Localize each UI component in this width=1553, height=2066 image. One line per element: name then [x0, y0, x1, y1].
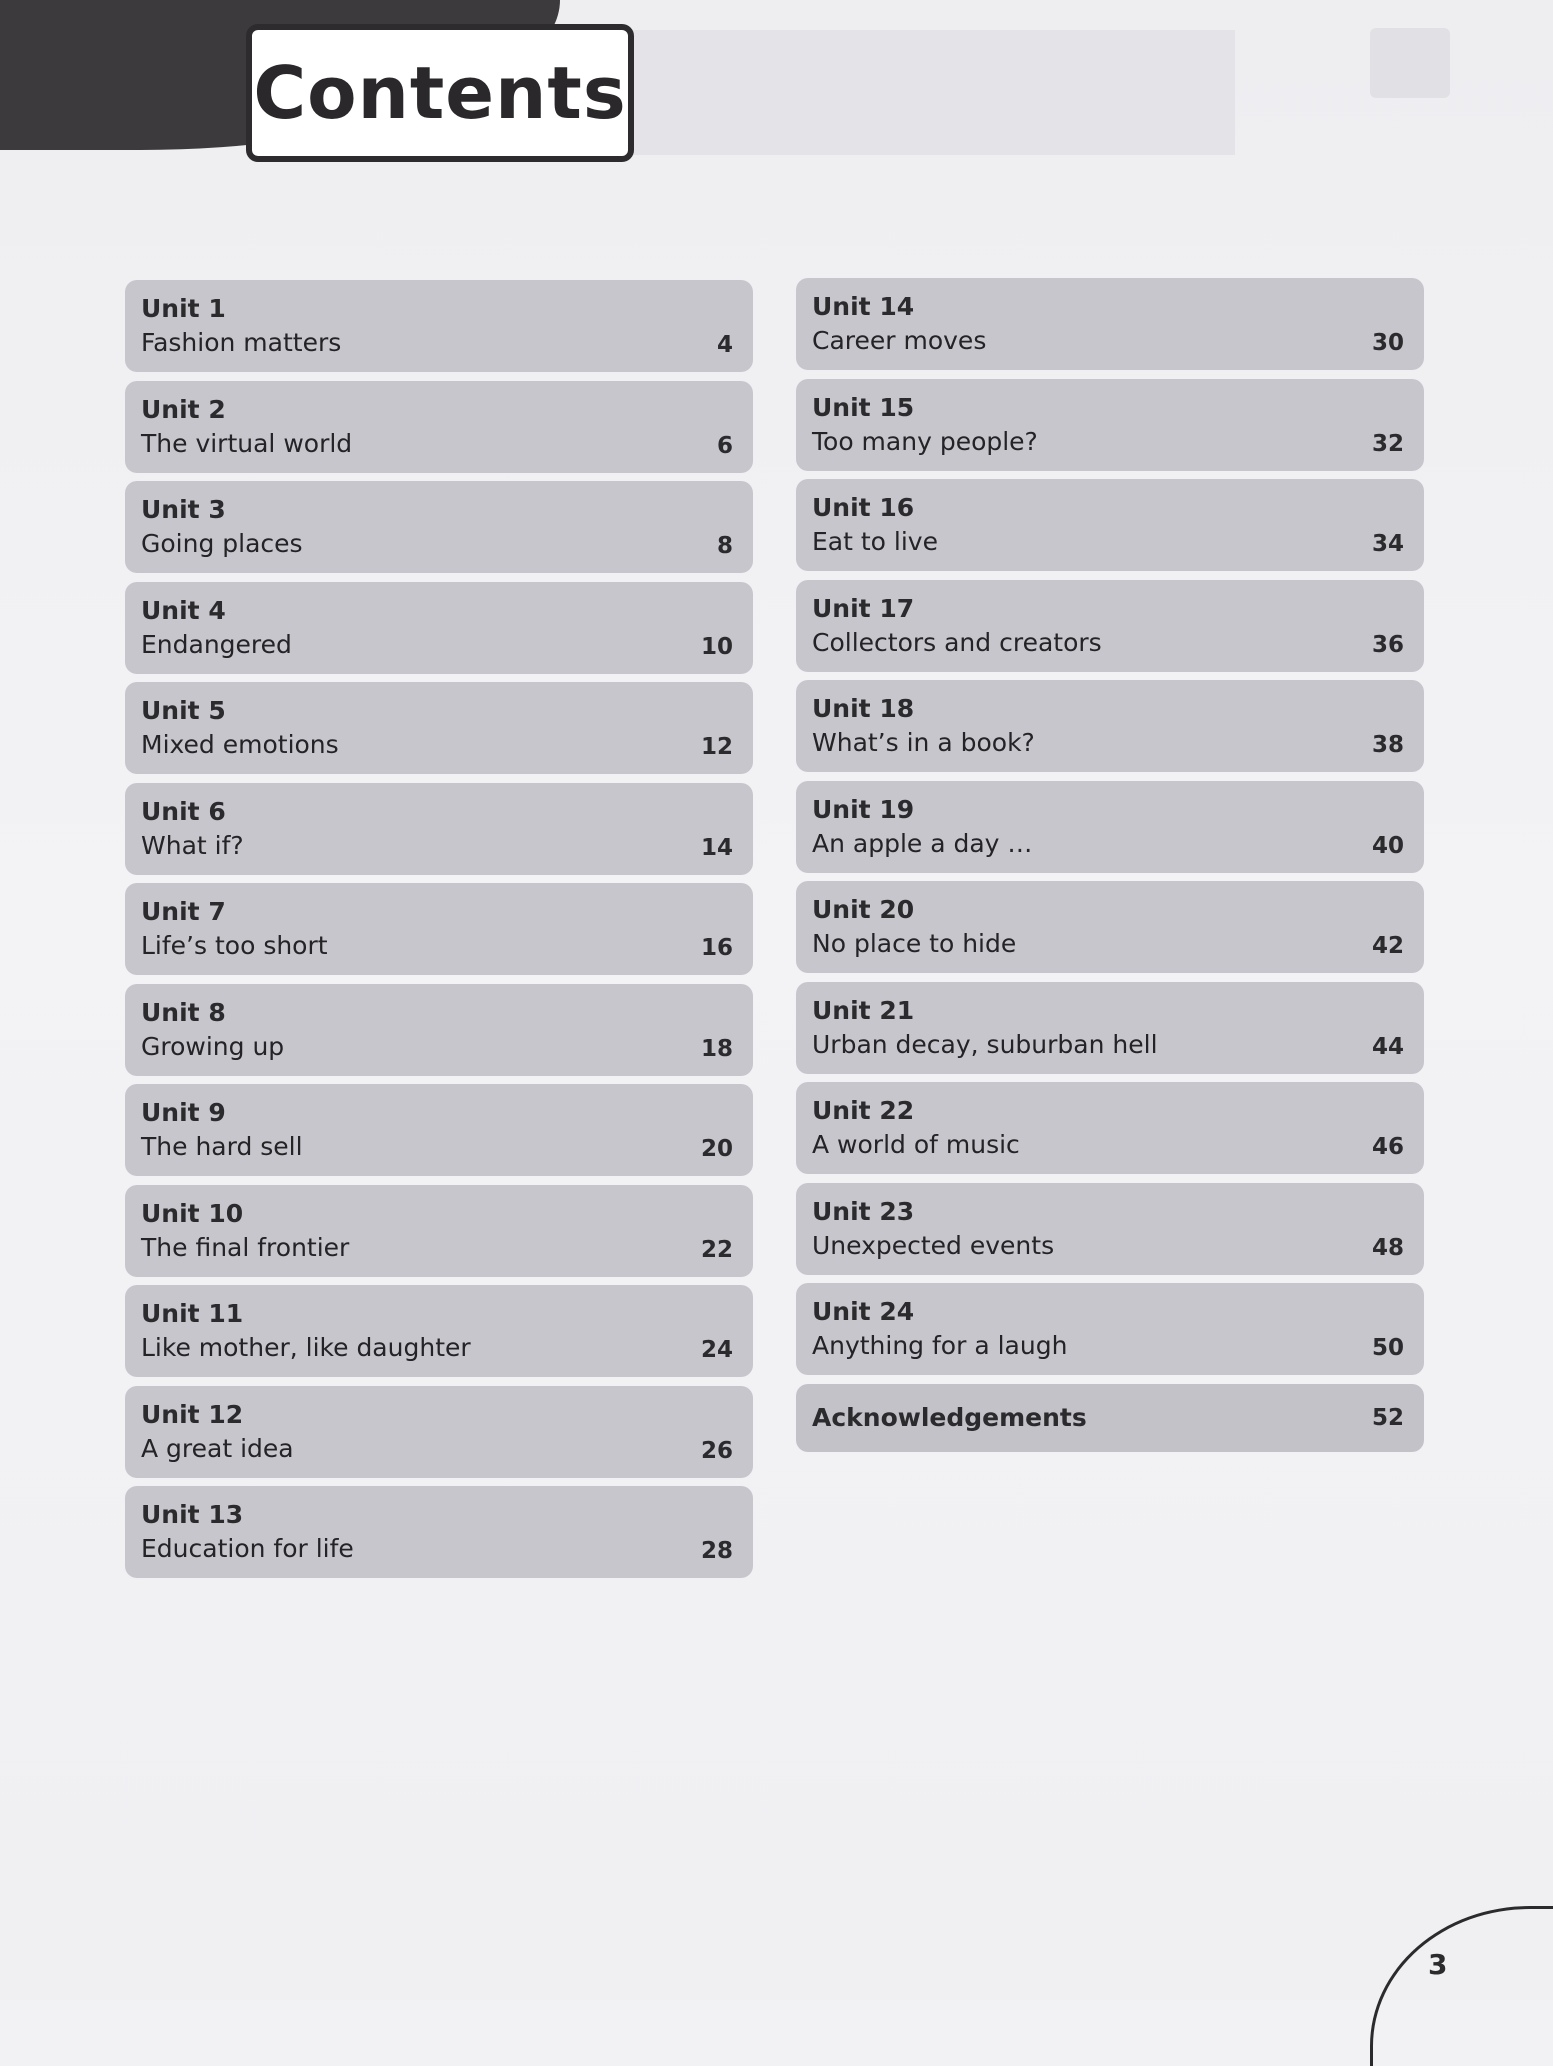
unit-page-number: 46 [1371, 1134, 1404, 1160]
unit-label: Unit 19 [812, 794, 915, 824]
unit-page-number: 38 [1371, 732, 1404, 758]
contents-column-left [125, 280, 753, 1587]
unit-label: Unit 17 [812, 593, 915, 623]
acknowledgements-entry[interactable] [796, 1384, 1424, 1452]
unit-entry[interactable] [125, 1285, 753, 1377]
unit-page-number: 42 [1371, 933, 1404, 959]
unit-label: Unit 5 [141, 696, 226, 725]
footer-curve [1370, 1906, 1553, 2066]
unit-page-number: 22 [700, 1236, 733, 1263]
unit-label: Unit 12 [141, 1399, 244, 1429]
unit-label: Unit 20 [812, 895, 915, 924]
unit-page-number: 6 [716, 432, 733, 459]
unit-title: What if? [141, 830, 244, 860]
unit-page-number: 4 [716, 332, 733, 358]
unit-title: Mixed emotions [141, 730, 339, 759]
unit-title: Career moves [812, 326, 987, 355]
contents-column-right [796, 278, 1424, 1460]
unit-entry[interactable] [796, 781, 1424, 873]
unit-entry[interactable] [796, 379, 1424, 471]
unit-label: Unit 8 [141, 997, 226, 1027]
unit-entry[interactable] [125, 783, 753, 875]
unit-title: Eat to live [812, 527, 938, 556]
unit-page-number: 28 [700, 1538, 733, 1564]
unit-title: Like mother, like daughter [141, 1333, 471, 1362]
unit-page-number: 36 [1371, 631, 1404, 658]
unit-title: A world of music [812, 1130, 1020, 1159]
unit-page-number: 34 [1371, 531, 1404, 557]
unit-entry[interactable] [796, 680, 1424, 772]
page-number: 3 [1428, 1948, 1448, 1981]
unit-title: Unexpected events [812, 1230, 1055, 1260]
unit-entry[interactable] [125, 682, 753, 774]
unit-title: Growing up [141, 1031, 285, 1061]
unit-entry[interactable] [125, 280, 753, 372]
unit-label: Unit 16 [812, 493, 915, 522]
unit-page-number: 16 [700, 935, 733, 961]
unit-entry[interactable] [796, 881, 1424, 973]
unit-label: Unit 9 [141, 1098, 226, 1127]
unit-page-number: 18 [700, 1035, 733, 1062]
unit-entry[interactable] [125, 1386, 753, 1478]
unit-label: Unit 14 [812, 292, 915, 321]
unit-entry[interactable] [796, 1082, 1424, 1174]
unit-page-number: 10 [700, 633, 733, 660]
unit-title: A great idea [141, 1433, 294, 1463]
unit-title: No place to hide [812, 929, 1017, 958]
unit-page-number: 20 [700, 1136, 733, 1162]
unit-label: Unit 6 [141, 796, 226, 826]
unit-page-number: 30 [1371, 330, 1404, 356]
unit-page-number: 48 [1371, 1234, 1404, 1261]
page-title: Contents [253, 51, 627, 135]
unit-title: What’s in a book? [812, 728, 1035, 757]
unit-entry[interactable] [125, 582, 753, 674]
unit-page-number: 26 [700, 1437, 733, 1464]
unit-label: Unit 1 [141, 294, 226, 323]
unit-label: Unit 4 [141, 595, 226, 625]
unit-label: Unit 7 [141, 897, 226, 926]
unit-entry[interactable] [125, 481, 753, 573]
unit-page-number: 8 [716, 533, 733, 559]
unit-title: The final frontier [141, 1232, 350, 1262]
unit-title: The virtual world [141, 428, 353, 458]
unit-entry[interactable] [125, 381, 753, 473]
unit-title: The hard sell [141, 1132, 303, 1161]
acknowledgements-label: Acknowledgements [812, 1402, 1087, 1432]
facing-page-bleed [590, 30, 1235, 155]
facing-page-bleed-corner [1370, 28, 1450, 98]
unit-entry[interactable] [796, 1183, 1424, 1275]
unit-entry[interactable] [796, 479, 1424, 571]
unit-label: Unit 13 [141, 1500, 244, 1529]
unit-entry[interactable] [796, 982, 1424, 1074]
unit-title: Education for life [141, 1534, 354, 1563]
unit-label: Unit 18 [812, 694, 915, 723]
unit-title: Too many people? [812, 426, 1038, 456]
unit-page-number: 44 [1371, 1033, 1404, 1060]
unit-label: Unit 24 [812, 1297, 915, 1326]
unit-label: Unit 22 [812, 1096, 915, 1125]
unit-page-number: 40 [1371, 832, 1404, 859]
unit-title: Collectors and creators [812, 627, 1102, 657]
unit-page-number: 14 [700, 834, 733, 861]
unit-title: Going places [141, 529, 303, 558]
unit-entry[interactable] [125, 1486, 753, 1578]
unit-page-number: 50 [1371, 1335, 1404, 1361]
unit-label: Unit 23 [812, 1196, 915, 1226]
acknowledgements-page-number: 52 [1371, 1404, 1404, 1431]
unit-label: Unit 15 [812, 392, 915, 422]
unit-label: Unit 21 [812, 995, 915, 1025]
unit-entry[interactable] [796, 580, 1424, 672]
unit-entry[interactable] [125, 984, 753, 1076]
unit-entry[interactable] [796, 1283, 1424, 1375]
unit-page-number: 12 [700, 734, 733, 760]
unit-title: Endangered [141, 629, 292, 659]
unit-entry[interactable] [125, 1185, 753, 1277]
unit-title: Life’s too short [141, 931, 328, 960]
unit-title: Fashion matters [141, 328, 342, 357]
unit-entry[interactable] [796, 278, 1424, 370]
unit-label: Unit 11 [141, 1299, 244, 1328]
unit-title: Urban decay, suburban hell [812, 1029, 1158, 1059]
unit-title: An apple a day … [812, 828, 1033, 858]
unit-page-number: 24 [700, 1337, 733, 1363]
unit-entry[interactable] [125, 1084, 753, 1176]
contents-title-box [246, 24, 634, 162]
unit-title: Anything for a laugh [812, 1331, 1068, 1360]
unit-entry[interactable] [125, 883, 753, 975]
unit-label: Unit 10 [141, 1198, 244, 1228]
unit-label: Unit 3 [141, 495, 226, 524]
unit-page-number: 32 [1371, 430, 1404, 457]
unit-label: Unit 2 [141, 394, 226, 424]
